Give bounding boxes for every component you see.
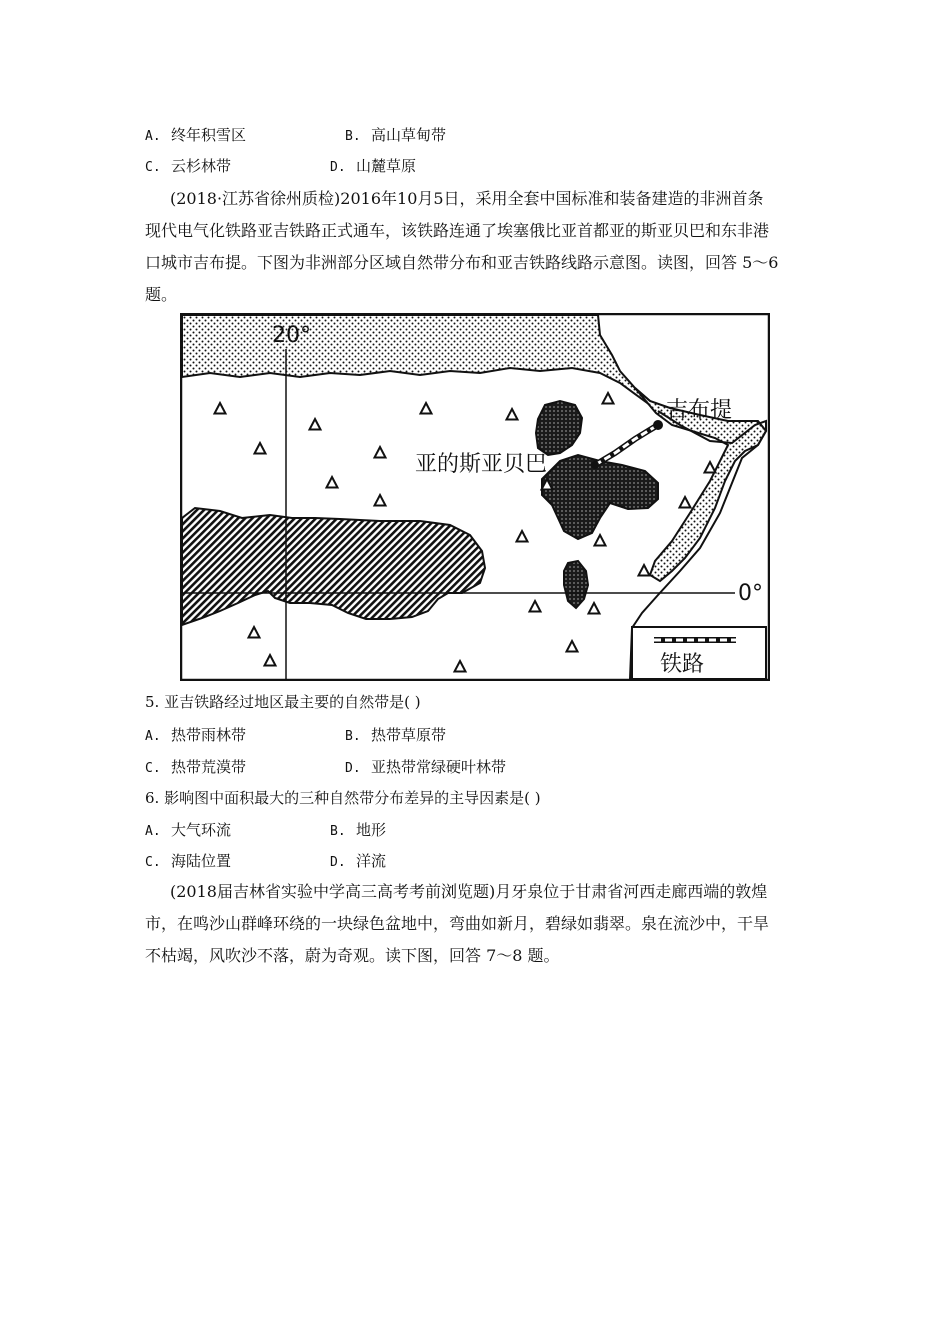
q6-stem: 6. 影响图中面积最大的三种自然带分布差异的主导因素是( ) (145, 789, 541, 807)
option-text: 亚热带常绿硬叶林带 (371, 758, 507, 776)
intro-7-8-line-1: (2018届吉林省实验中学高三高考考前浏览题)月牙泉位于甘肃省河西走廊西端的敦煌 (170, 882, 768, 901)
option-text: 大气环流 (171, 821, 232, 839)
q6-option-b (330, 820, 386, 842)
q4-option-c (145, 156, 231, 178)
q4-option-b (345, 125, 446, 147)
map-legend (632, 627, 766, 679)
legend-railway-label: 铁路 (660, 652, 705, 677)
q6-option-a (145, 820, 231, 842)
option-key: B. (330, 824, 346, 839)
intro-7-8-line-2: 市，在鸣沙山群峰环绕的一块绿色盆地中，弯曲如新月，碧绿如翡翠。泉在流沙中，干旱 (145, 914, 770, 933)
option-key: C. (145, 160, 161, 175)
option-text: 终年积雪区 (171, 126, 247, 144)
longitude-label: 20° (272, 323, 311, 348)
q5-option-c (145, 757, 246, 779)
option-text: 云杉林带 (171, 157, 232, 175)
option-text: 高山草甸带 (371, 126, 447, 144)
equator-label: 0° (738, 581, 763, 606)
q4-option-a (145, 125, 246, 147)
option-text: 地形 (356, 821, 387, 839)
option-text: 洋流 (356, 852, 387, 870)
option-key: A. (145, 129, 161, 144)
q5-stem: 5. 亚吉铁路经过地区最主要的自然带是( ) (145, 693, 421, 711)
djibouti-marker (653, 420, 663, 430)
addis-ababa-marker (591, 461, 599, 469)
q5-option-b (345, 725, 446, 747)
option-key: B. (345, 129, 361, 144)
option-key: C. (145, 855, 161, 870)
option-key: A. (145, 824, 161, 839)
q4-option-d (330, 156, 416, 178)
addis-ababa-label: 亚的斯亚贝巴 (415, 452, 548, 477)
intro-5-6-line-2: 现代电气化铁路亚吉铁路正式通车，该铁路连通了埃塞俄比亚首都亚的斯亚贝巴和东非港 (145, 221, 770, 240)
q6-option-d (330, 851, 386, 873)
option-text: 热带草原带 (371, 726, 447, 744)
q5-option-d (345, 757, 506, 779)
q6-option-c (145, 851, 231, 873)
q5-option-a (145, 725, 246, 747)
option-key: A. (145, 729, 161, 744)
intro-7-8-line-3: 不枯竭，风吹沙不落，蔚为奇观。读下图，回答 7～8 题。 (145, 946, 560, 965)
option-key: D. (330, 855, 346, 870)
option-key: D. (330, 160, 346, 175)
option-text: 山麓草原 (356, 157, 417, 175)
djibouti-label: 吉布提 (666, 398, 733, 423)
intro-5-6-line-4: 题。 (145, 285, 178, 304)
intro-5-6-line-3: 口城市吉布提。下图为非洲部分区域自然带分布和亚吉铁路线路示意图。读图，回答 5～6 (145, 253, 779, 272)
option-key: C. (145, 761, 161, 776)
option-text: 热带雨林带 (171, 726, 247, 744)
africa-natural-zones-map (180, 313, 770, 681)
option-text: 热带荒漠带 (171, 758, 247, 776)
option-key: B. (345, 729, 361, 744)
intro-5-6-line-1: (2018·江苏省徐州质检)2016年10月5日，采用全套中国标准和装备建造的非洲首条 (170, 189, 764, 208)
option-key: D. (345, 761, 361, 776)
option-text: 海陆位置 (171, 852, 232, 870)
